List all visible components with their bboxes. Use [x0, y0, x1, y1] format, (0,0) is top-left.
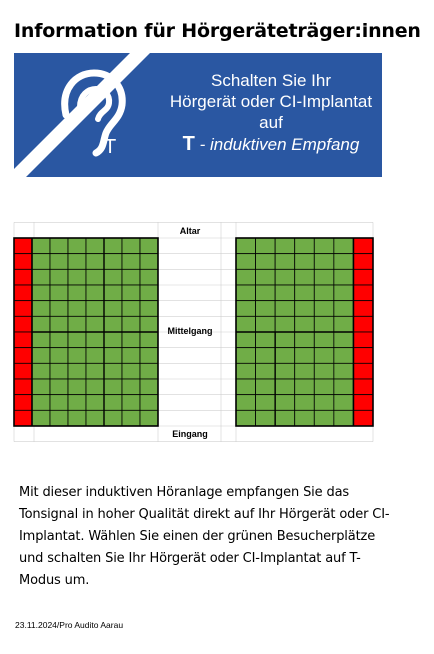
seat-green [122, 301, 140, 317]
seat-green [86, 254, 104, 270]
seat-green [140, 254, 158, 270]
seat-green [236, 301, 256, 317]
seat-green [86, 316, 104, 332]
seat-green [236, 363, 256, 379]
seat-green [68, 348, 86, 364]
seat-green [295, 363, 315, 379]
seat-green [140, 238, 158, 254]
label-entrance: Eingang [172, 429, 208, 439]
symbol-t-letter: T [104, 136, 117, 158]
seat-green [275, 254, 295, 270]
seat-green [256, 254, 276, 270]
seat-green [50, 285, 68, 301]
seat-red [14, 379, 32, 395]
seat-green [275, 269, 295, 285]
seat-green [256, 285, 276, 301]
seat-red [14, 269, 32, 285]
seat-green [86, 301, 104, 317]
seat-green [314, 269, 334, 285]
seat-green [334, 254, 354, 270]
seat-green [236, 238, 256, 254]
seat-green [104, 254, 122, 270]
page-title: Information für Hörgeräteträger:innen [14, 20, 421, 42]
seat-green [236, 316, 256, 332]
seat-green [140, 316, 158, 332]
seat-green [314, 301, 334, 317]
seat-green [50, 395, 68, 411]
seat-green [334, 301, 354, 317]
seat-green [50, 379, 68, 395]
seat-green [295, 379, 315, 395]
seat-red [353, 301, 373, 317]
seat-green [256, 332, 276, 348]
seat-green [140, 410, 158, 426]
seat-green [140, 363, 158, 379]
seat-green [68, 254, 86, 270]
seat-green [122, 379, 140, 395]
seat-red [14, 410, 32, 426]
seat-green [236, 348, 256, 364]
seat-green [256, 410, 276, 426]
seat-green [334, 379, 354, 395]
seat-green [275, 316, 295, 332]
seat-green [86, 285, 104, 301]
seat-green [122, 285, 140, 301]
seat-green [256, 269, 276, 285]
seat-green [295, 332, 315, 348]
label-aisle: Mittelgang [167, 326, 213, 336]
seat-green [122, 254, 140, 270]
seat-green [68, 395, 86, 411]
seat-green [314, 410, 334, 426]
seat-green [86, 348, 104, 364]
seat-green [68, 238, 86, 254]
seat-green [314, 332, 334, 348]
seat-green [32, 301, 50, 317]
seat-green [275, 238, 295, 254]
seat-green [32, 410, 50, 426]
seat-green [334, 316, 354, 332]
seat-green [256, 348, 276, 364]
seat-green [32, 332, 50, 348]
seat-green [104, 332, 122, 348]
seat-green [295, 254, 315, 270]
seat-green [104, 410, 122, 426]
seat-green [50, 238, 68, 254]
seat-green [295, 301, 315, 317]
seat-green [334, 363, 354, 379]
seat-green [122, 316, 140, 332]
seat-green [140, 285, 158, 301]
seat-green [236, 395, 256, 411]
seat-green [32, 348, 50, 364]
seat-red [353, 269, 373, 285]
seat-green [275, 285, 295, 301]
seat-green [314, 254, 334, 270]
seat-red [353, 238, 373, 254]
banner-t-rest: - induktiven Empfang [194, 135, 360, 154]
seat-green [104, 316, 122, 332]
seat-red [353, 410, 373, 426]
seat-green [122, 363, 140, 379]
seat-green [32, 316, 50, 332]
seat-green [140, 348, 158, 364]
seat-green [104, 238, 122, 254]
seat-green [334, 410, 354, 426]
seat-green [334, 238, 354, 254]
seat-green [86, 395, 104, 411]
seat-green [236, 285, 256, 301]
seat-green [295, 238, 315, 254]
seat-green [32, 269, 50, 285]
seat-green [295, 269, 315, 285]
seat-green [86, 332, 104, 348]
seat-green [32, 379, 50, 395]
seat-green [256, 316, 276, 332]
seat-red [14, 332, 32, 348]
seat-red [353, 348, 373, 364]
seat-green [140, 301, 158, 317]
seat-red [353, 332, 373, 348]
seat-green [122, 269, 140, 285]
seat-green [314, 348, 334, 364]
seat-red [14, 285, 32, 301]
seat-green [50, 410, 68, 426]
seat-green [104, 379, 122, 395]
seat-green [236, 269, 256, 285]
seat-green [295, 348, 315, 364]
seat-green [140, 395, 158, 411]
seat-green [86, 363, 104, 379]
seat-red [353, 379, 373, 395]
seat-green [104, 363, 122, 379]
seat-green [295, 410, 315, 426]
seat-red [14, 395, 32, 411]
seat-green [236, 254, 256, 270]
seat-green [122, 332, 140, 348]
seat-red [14, 363, 32, 379]
seat-green [140, 269, 158, 285]
banner-line-1: Schalten Sie Ihr [210, 71, 331, 90]
banner-line-3: auf [259, 113, 283, 132]
seat-green [104, 301, 122, 317]
seat-green [236, 379, 256, 395]
seat-green [50, 363, 68, 379]
seat-green [314, 316, 334, 332]
seat-green [256, 363, 276, 379]
seat-red [353, 395, 373, 411]
seat-green [256, 379, 276, 395]
seat-green [275, 348, 295, 364]
seat-red [14, 348, 32, 364]
banner-t-letter: T [182, 133, 195, 155]
seat-red [14, 254, 32, 270]
seat-green [68, 316, 86, 332]
seat-green [86, 269, 104, 285]
seat-green [86, 379, 104, 395]
seat-green [275, 410, 295, 426]
seat-green [32, 238, 50, 254]
seat-red [353, 254, 373, 270]
seat-green [334, 348, 354, 364]
seat-green [86, 410, 104, 426]
seat-red [14, 316, 32, 332]
seat-red [353, 316, 373, 332]
seat-green [32, 363, 50, 379]
seat-green [50, 332, 68, 348]
seat-green [50, 316, 68, 332]
seat-green [104, 348, 122, 364]
seat-green [295, 395, 315, 411]
seat-green [32, 395, 50, 411]
seat-green [32, 254, 50, 270]
label-altar: Altar [179, 226, 201, 236]
seat-green [86, 238, 104, 254]
left-seat-block [14, 238, 158, 426]
banner-line-2: Hörgerät oder CI-Implantat [169, 92, 373, 111]
seat-green [314, 363, 334, 379]
seat-green [275, 379, 295, 395]
seat-green [104, 269, 122, 285]
seat-green [122, 395, 140, 411]
seat-green [334, 269, 354, 285]
right-seat-block [236, 238, 373, 426]
seat-green [68, 285, 86, 301]
seat-green [32, 285, 50, 301]
seat-green [275, 363, 295, 379]
seat-green [334, 285, 354, 301]
seat-green [275, 332, 295, 348]
seat-green [314, 238, 334, 254]
seat-green [68, 363, 86, 379]
seat-green [68, 301, 86, 317]
seat-green [256, 395, 276, 411]
seat-green [314, 395, 334, 411]
seat-green [104, 395, 122, 411]
seat-green [104, 285, 122, 301]
seat-green [50, 348, 68, 364]
seat-green [68, 332, 86, 348]
seat-green [256, 301, 276, 317]
seat-red [353, 285, 373, 301]
seat-green [275, 301, 295, 317]
seat-green [334, 332, 354, 348]
instructions-paragraph: Mit dieser induktiven Höranlage empfangen Sie das Tonsignal in hoher Qualität direkt auf Ihr Hörgerät oder CI-Implantat. Wählen Sie einen der grünen Besucherplätze und schalten Sie Ihr Hörgerät oder CI-Implantat auf T-Modus um. [19, 485, 390, 588]
seat-green [68, 410, 86, 426]
seat-green [50, 254, 68, 270]
seat-green [314, 285, 334, 301]
seat-green [68, 269, 86, 285]
seat-green [314, 379, 334, 395]
seat-green [140, 379, 158, 395]
seat-green [236, 410, 256, 426]
seat-red [353, 363, 373, 379]
seat-green [334, 395, 354, 411]
seat-green [275, 395, 295, 411]
seat-green [236, 332, 256, 348]
seat-green [295, 316, 315, 332]
seat-green [140, 332, 158, 348]
seat-green [122, 348, 140, 364]
footer-date-source: 23.11.2024/Pro Audito Aarau [15, 620, 124, 630]
seat-green [256, 238, 276, 254]
seat-red [14, 301, 32, 317]
seat-red [14, 238, 32, 254]
seat-green [50, 301, 68, 317]
seat-green [295, 285, 315, 301]
seat-green [122, 238, 140, 254]
seat-green [50, 269, 68, 285]
seat-green [122, 410, 140, 426]
seat-green [68, 379, 86, 395]
